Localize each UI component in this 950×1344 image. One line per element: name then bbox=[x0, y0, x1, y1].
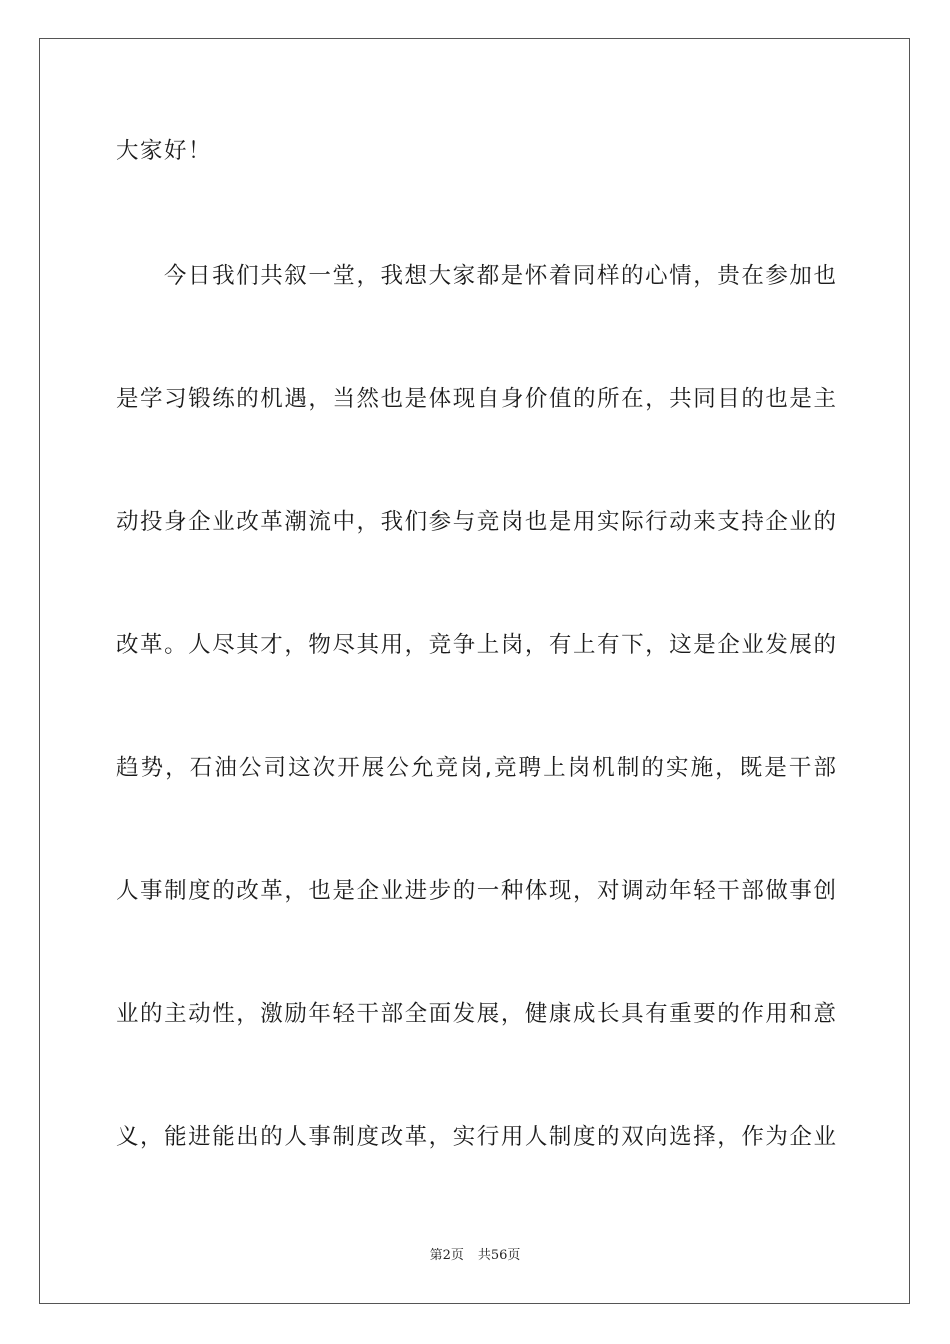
page-number: 第2页 bbox=[429, 1248, 464, 1263]
page-border bbox=[39, 38, 910, 1304]
page-total: 共56页 bbox=[477, 1248, 521, 1263]
body-line-6: 人事制度的改革，也是企业进步的一种体现，对调动年轻干部做事创 bbox=[116, 878, 836, 904]
body-line-1: 今日我们共叙一堂，我想大家都是怀着同样的心情，贵在参加也 bbox=[164, 263, 836, 289]
body-line-5: 趋势，石油公司这次开展公允竞岗,竞聘上岗机制的实施，既是干部 bbox=[116, 755, 836, 781]
body-line-7: 业的主动性，激励年轻干部全面发展，健康成长具有重要的作用和意 bbox=[116, 1001, 836, 1027]
greeting-line: 大家好！ bbox=[116, 138, 213, 164]
body-line-3: 动投身企业改革潮流中，我们参与竞岗也是用实际行动来支持企业的 bbox=[116, 509, 836, 535]
body-line-4: 改革。人尽其才，物尽其用，竞争上岗，有上有下，这是企业发展的 bbox=[116, 632, 836, 658]
body-line-2: 是学习锻练的机遇，当然也是体现自身价值的所在，共同目的也是主 bbox=[116, 386, 836, 412]
body-line-8: 义，能进能出的人事制度改革，实行用人制度的双向选择，作为企业 bbox=[116, 1124, 836, 1150]
page-footer bbox=[0, 1247, 950, 1265]
